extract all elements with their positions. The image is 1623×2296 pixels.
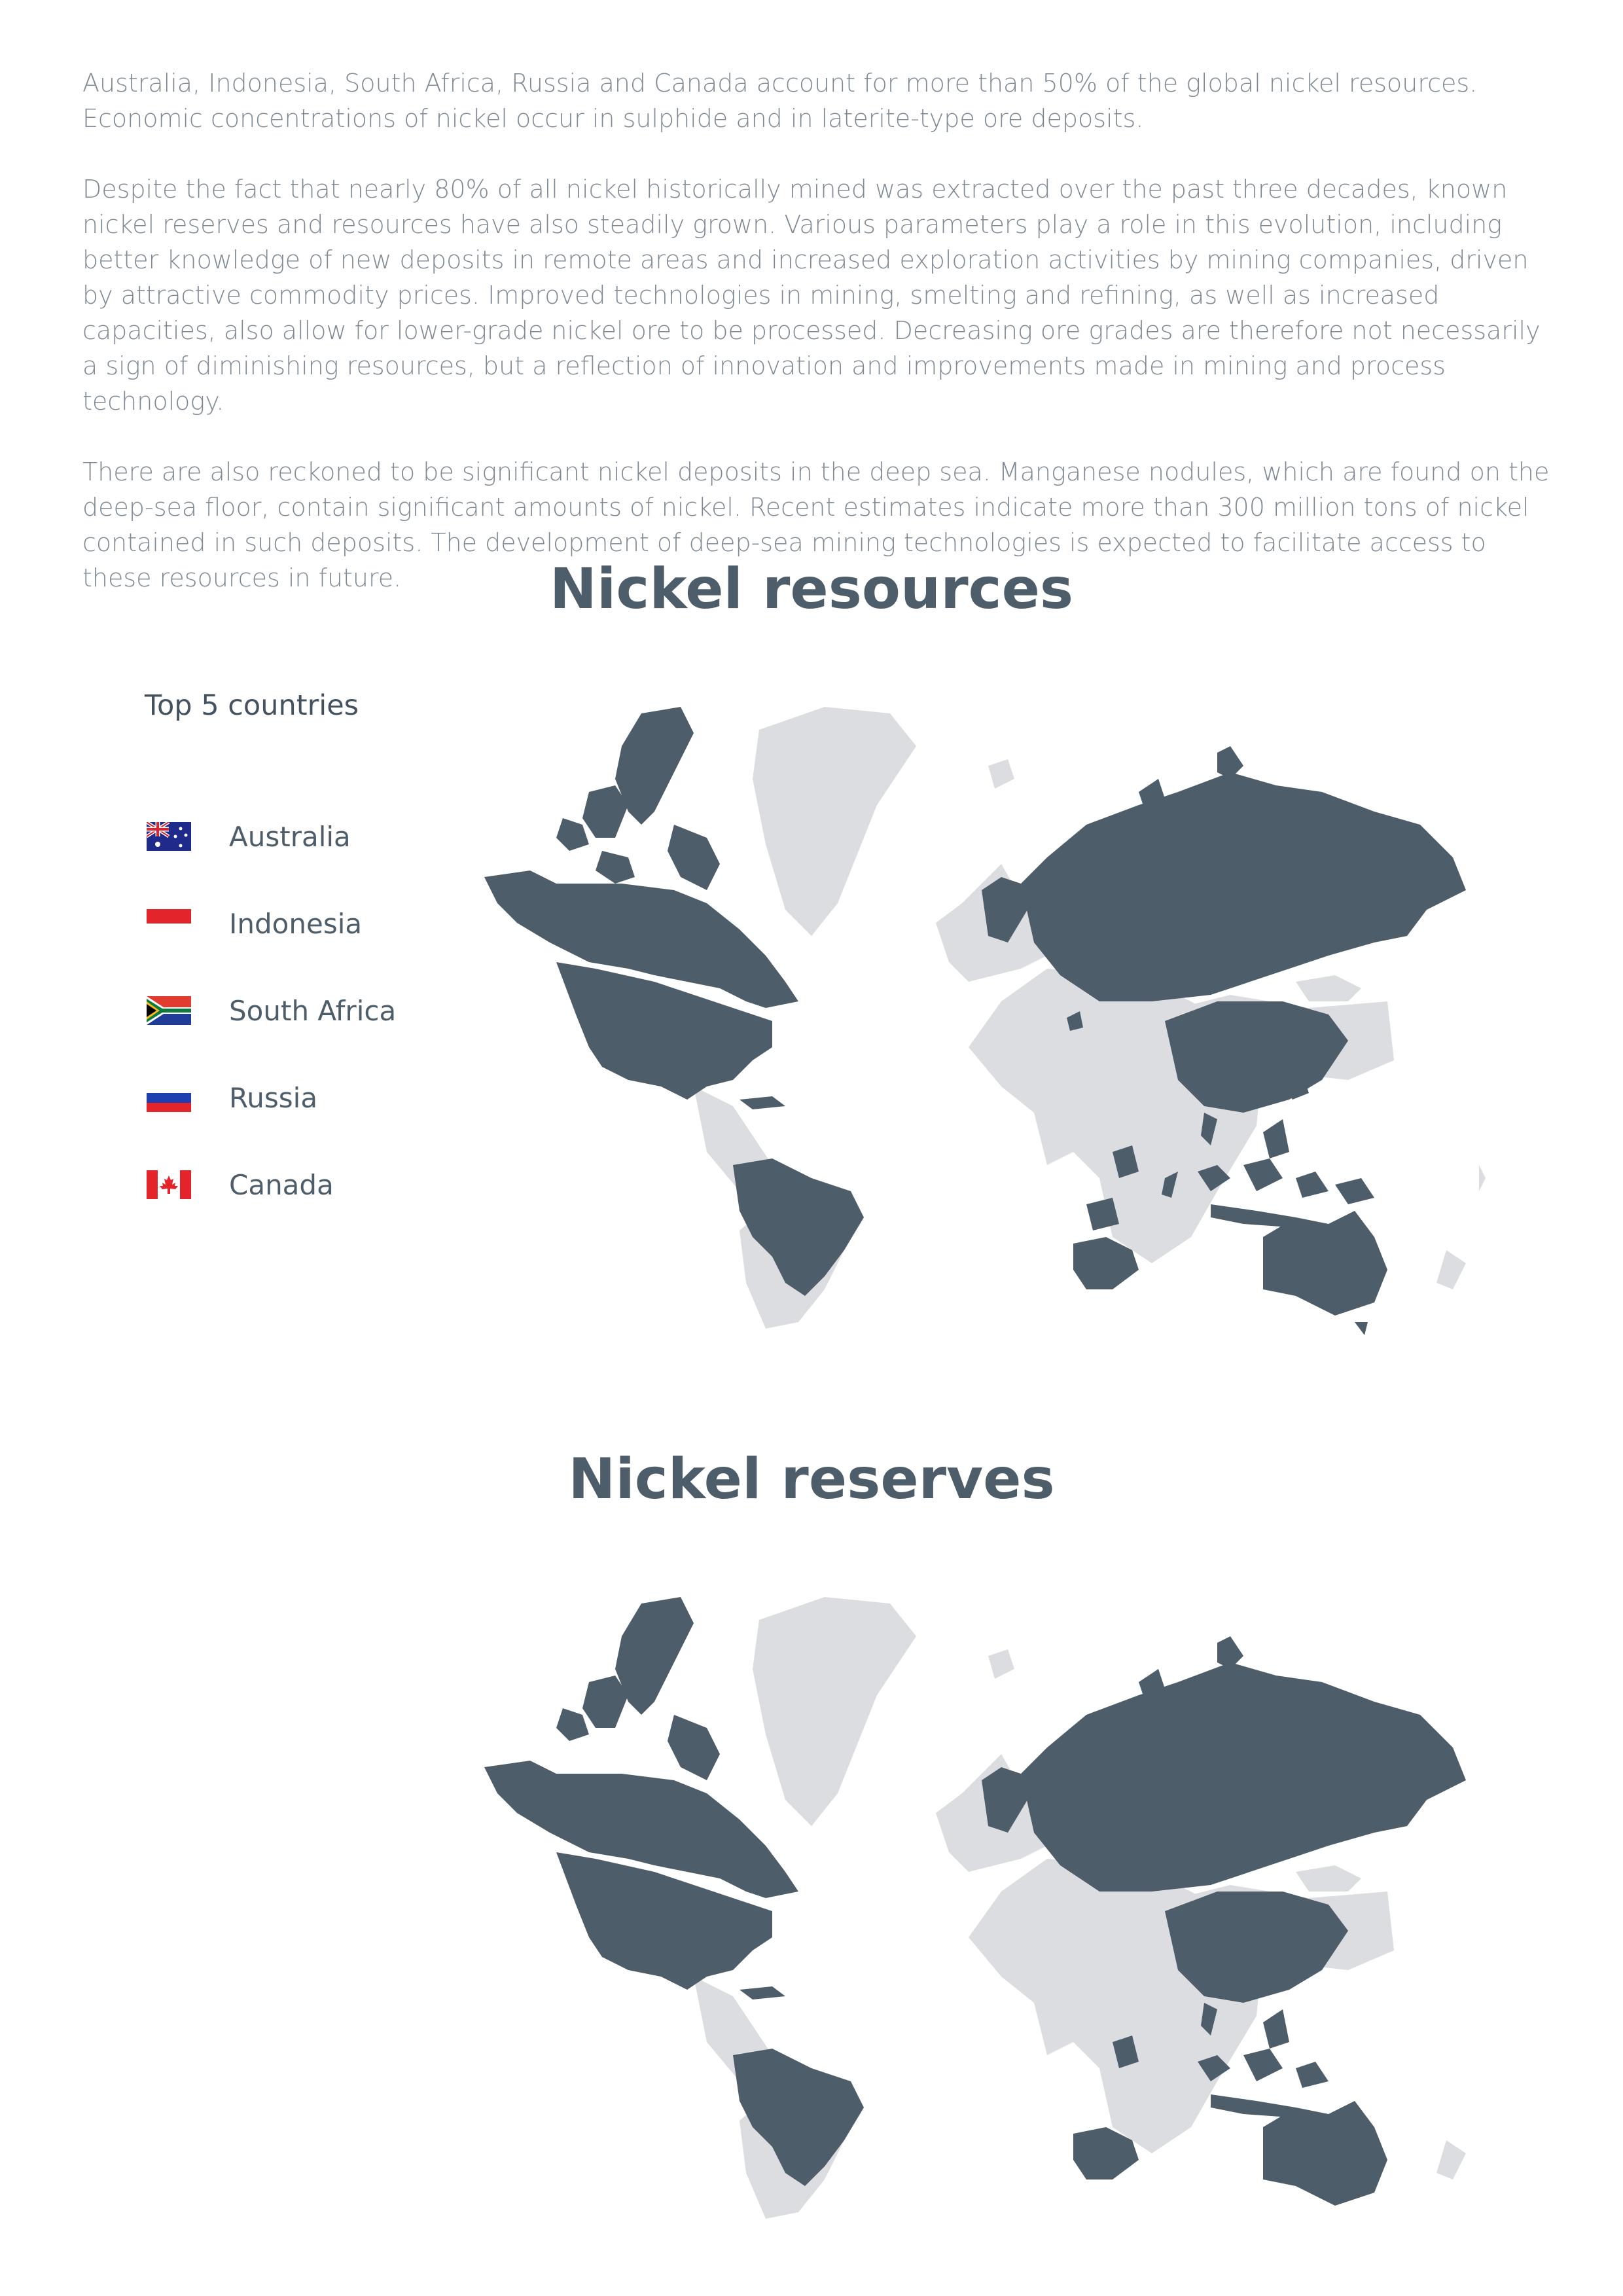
legend-item-australia [147, 820, 351, 853]
canada-flag-icon [147, 1170, 191, 1199]
resources-title: Nickel resources [549, 556, 1074, 622]
country-name: Russia [229, 1081, 318, 1114]
intro-paragraph: There are also reckoned to be significant nickel deposits in the deep sea. Manganese nodules, which are found on the deep-sea floor, contain significant amounts of nickel. Recent estimates indicate more than 300 million tons of nickel contained in such deposits. The development of deep-sea mining technologies is expected to facilitate access to these resources in future. [82, 457, 1550, 592]
intro-paragraph: Australia, Indonesia, South Africa, Russia and Canada account for more than 50% of the global nickel resources. Economic concentrations of nickel occur in sulphide and in laterite-type ore deposits. [82, 69, 1478, 133]
country-name: Indonesia [229, 907, 363, 940]
highlight-countries [484, 707, 1466, 1335]
country-name: Australia [229, 820, 351, 853]
resources-world-map [458, 694, 1492, 1355]
reserves-title: Nickel reserves [568, 1446, 1055, 1512]
russia-flag-icon [147, 1083, 191, 1112]
country-name: Canada [229, 1168, 334, 1201]
legend-item-indonesia [147, 907, 362, 940]
legend-item-south-africa [147, 994, 396, 1027]
intro-text [82, 65, 1561, 631]
reserves-world-map [458, 1584, 1492, 2245]
legend-item-russia [147, 1081, 317, 1114]
south-africa-flag-icon [147, 996, 191, 1025]
legend-item-canada [147, 1168, 334, 1201]
legend-title: Top 5 countries [145, 689, 359, 722]
intro-paragraph: Despite the fact that nearly 80% of all nickel historically mined was extracted over the past three decades, known nickel reserves and resources have also steadily grown. Various parameters play a role in this evolution, including better knowledge of new deposits in remote areas and increased exploration activities by mining companies, driven by attractive commodity prices. Improved technologies in mining, smelting and refining, as well as increased capacities, also allow for lower-grade nickel ore to be processed. Decreasing ore grades are therefore not necessarily a sign of diminishing resources, but a reflection of innovation and improvements made in mining and process technology. [82, 175, 1541, 416]
australia-flag-icon [147, 822, 191, 851]
indonesia-flag-icon [147, 909, 191, 938]
country-name: South Africa [229, 994, 397, 1027]
